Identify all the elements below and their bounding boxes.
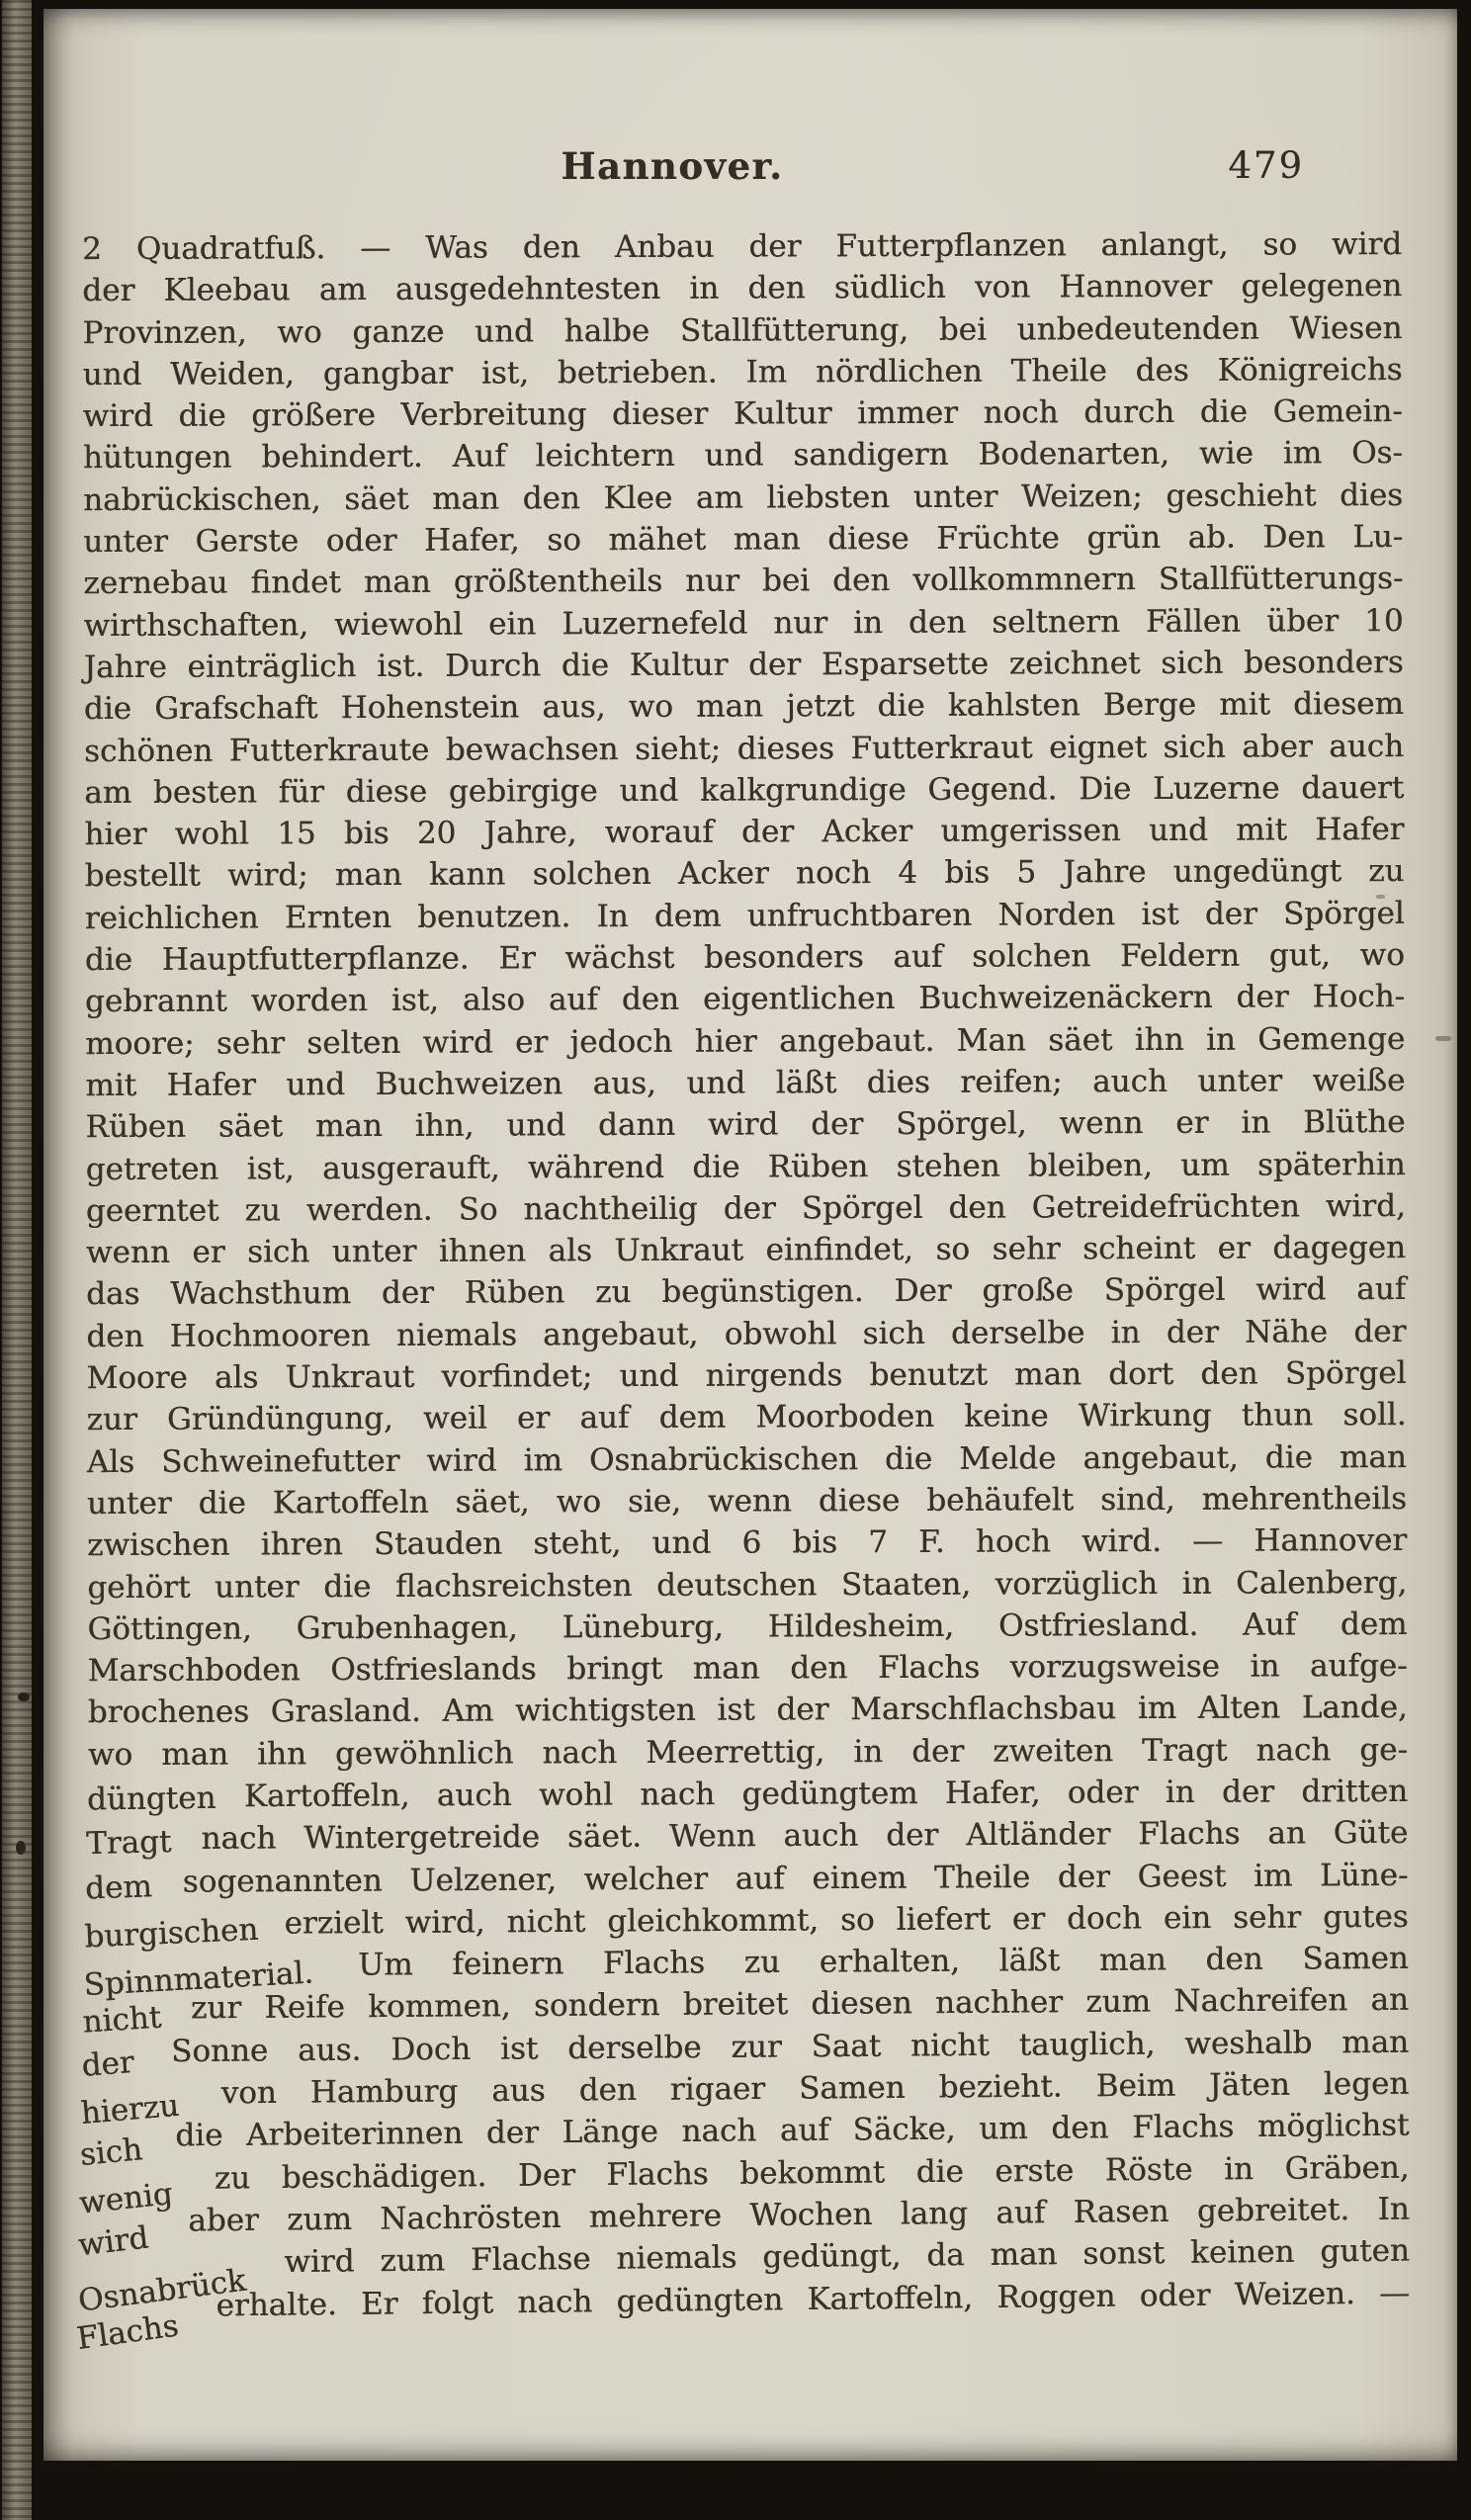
text-line: dem sogenannten Uelzener, welcher auf einem Theile der Geest im Lüne-: [88, 1854, 1408, 1903]
text-line: brochenes Grasland. Am wichtigsten ist der Marschflachsbau im Alten Lande,: [87, 1690, 1408, 1731]
text-line: das Wachsthum der Rüben zu begünstigen. Der große Spörgel wird auf: [86, 1271, 1407, 1313]
text-line: wird aber zum Nachrösten mehrere Wochen lang auf Rasen gebreitet. In: [90, 2189, 1410, 2243]
text-line: wird die größere Verbreitung dieser Kultur immer noch durch die Gemein-: [82, 393, 1403, 435]
bent-first-word: sich: [78, 2131, 144, 2174]
page-number: 479: [1228, 144, 1304, 187]
bent-first-word: düngten: [86, 1780, 216, 1818]
text-line: bestellt wird; man kann solchen Acker noch 4 bis 5 Jahre ungedüngt zu: [84, 853, 1405, 895]
text-line: wenn er sich unter ihnen als Unkraut einfindet, so sehr scheint er dagegen: [85, 1230, 1407, 1271]
bent-first-word: dem: [84, 1868, 153, 1907]
text-line: wo man ihn gewöhnlich nach Meerrettig, in der zweiten Tragt nach ge-: [87, 1731, 1408, 1773]
text-line: hierzu von Hamburg aus den rigaer Samen bezieht. Beim Jäten legen: [89, 2063, 1409, 2116]
running-title: Hannover.: [561, 144, 784, 188]
text-line: unter die Kartoffeln säet, wo sie, wenn diese behäufelt sind, mehrentheils: [86, 1480, 1408, 1522]
text-line: Osnabrück wird zum Flachse niemals gedüngt, da man sonst keinen guten: [90, 2230, 1410, 2286]
text-line: zernebau findet man größtentheils nur bei den vollkommnern Stallfütterungs-: [83, 561, 1404, 602]
text-line: Moore als Unkraut vorfindet; und nirgends benutzt man dort den Spörgel: [86, 1355, 1407, 1397]
text-line: Tragt nach Wintergetreide säet. Wenn auch der Altländer Flachs an Güte: [88, 1812, 1408, 1861]
text-line: den Hochmooren niemals angebaut, obwohl sich derselbe in der Nähe der: [86, 1313, 1407, 1354]
text-line: mit Hafer und Buchweizen aus, und läßt dies reifen; auch unter weiße: [85, 1062, 1406, 1104]
text-line: zwischen ihren Stauden steht, und 6 bis 7 F. hoch wird. — Hannover: [87, 1522, 1408, 1564]
text-line: Jahre einträglich ist. Durch die Kultur der Esparsette zeichnet sich besonders: [83, 644, 1404, 686]
text-line: getreten ist, ausgerauft, während die Rüben stehen bleiben, um späterhin: [85, 1146, 1406, 1187]
text-line: geerntet zu werden. So nachtheilig der Spörgel den Getreidefrüchten wird,: [85, 1187, 1406, 1229]
text-line: die Hauptfutterpflanze. Er wächst besonders auf solchen Feldern gut, wo: [84, 937, 1405, 979]
text-line: die Grafschaft Hohenstein aus, wo man jetzt die kahlsten Berge mit diesem: [83, 686, 1404, 728]
text-line: 2 Quadratfuß. — Was den Anbau der Futterpflanzen anlangt, so wird: [82, 225, 1403, 268]
text-line: düngten Kartoffeln, auch wohl nach gedüngtem Hafer, oder in der dritten: [88, 1771, 1408, 1818]
running-head: [82, 144, 1402, 196]
text-line: wenig zu beschädigen. Der Flachs bekommt die erste Röste in Gräben,: [89, 2146, 1409, 2200]
text-line: hütungen behindert. Auf leichtern und sandigern Bodenarten, wie im Os-: [82, 435, 1403, 477]
bent-first-word: Spinnmaterial.: [82, 1955, 314, 2004]
text-line: Marschboden Ostfrieslands bringt man den Flachs vorzugsweise in aufge-: [87, 1648, 1408, 1690]
text-line: reichlichen Ernten benutzen. In dem unfruchtbaren Norden ist der Spörgel: [84, 895, 1405, 936]
bent-first-word: Tragt: [85, 1824, 172, 1863]
text-line: sich die Arbeiterinnen der Länge nach auf Säcke, um den Flachs möglichst: [89, 2105, 1409, 2158]
text-line: und Weiden, gangbar ist, betrieben. Im nördlichen Theile des Königreichs: [82, 351, 1403, 393]
text-line: der Sonne aus. Doch ist derselbe zur Saat nicht tauglich, weshalb man: [89, 2022, 1409, 2073]
text-line: am besten für diese gebirgige und kalkgrundige Gegend. Die Luzerne dauert: [84, 769, 1405, 811]
text-line: wirthschaften, wiewohl ein Luzernefeld nur in den seltnern Fällen über 10: [83, 602, 1404, 644]
text-line: gehört unter die flachsreichsten deutschen Staaten, vorzüglich in Calenberg,: [87, 1564, 1408, 1606]
body-text: [74, 223, 1411, 2357]
text-line: Göttingen, Grubenhagen, Lüneburg, Hildesheim, Ostfriesland. Auf dem: [87, 1606, 1408, 1647]
bent-first-word: der: [80, 2043, 135, 2084]
text-line: Rüben säet man ihn, und dann wird der Spörgel, wenn er in Blüthe: [85, 1104, 1406, 1146]
text-line: Flachs erhalte. Er folgt nach gedüngten Kartoffeln, Roggen oder Weizen. —: [90, 2272, 1410, 2328]
text-line: Als Schweinefutter wird im Osnabrückischen die Melde angebaut, die man: [86, 1438, 1407, 1480]
bent-first-word: Osnabrück: [75, 2262, 248, 2319]
text-line: nabrückischen, säet man den Klee am liebsten unter Weizen; geschieht dies: [82, 477, 1404, 518]
text-line: zur Gründüngung, weil er auf dem Moorboden keine Wirkung thun soll.: [86, 1397, 1407, 1438]
bent-first-word: nicht: [81, 2000, 163, 2042]
text-line: unter Gerste oder Hafer, so mähet man diese Früchte grün ab. Den Lu-: [83, 519, 1404, 561]
text-line: der Kleebau am ausgedehntesten in den südlich von Hannover gelegenen: [82, 268, 1403, 309]
text-line: nicht zur Reife kommen, sondern breitet diesen nachher zum Nachreifen an: [89, 1979, 1409, 2031]
bent-first-word: hierzu: [79, 2087, 181, 2132]
text-line: burgischen erzielt wird, nicht gleichkommt, so liefert er doch ein sehr gutes: [88, 1896, 1408, 1946]
text-line: moore; sehr selten wird er jedoch hier angebaut. Man säet ihn in Gemenge: [85, 1020, 1406, 1062]
bent-first-word: Flachs: [74, 2307, 181, 2357]
text-line: schönen Futterkraute bewachsen sieht; dieses Futterkraut eignet sich aber auch: [83, 728, 1405, 769]
text-line: Spinnmaterial. Um feinern Flachs zu erhalten, läßt man den Samen: [89, 1938, 1409, 1988]
text-line: Provinzen, wo ganze und halbe Stallfütterung, bei unbedeutenden Wiesen: [82, 309, 1403, 351]
text-line: gebrannt worden ist, also auf den eigentlichen Buchweizenäckern der Hoch-: [84, 979, 1406, 1020]
bent-first-word: burgischen: [83, 1911, 259, 1955]
bent-first-word: wenig: [77, 2175, 175, 2221]
bent-first-word: wird: [76, 2219, 151, 2264]
text-line: hier wohl 15 bis 20 Jahre, worauf der Acker umgerissen und mit Hafer: [84, 812, 1405, 853]
